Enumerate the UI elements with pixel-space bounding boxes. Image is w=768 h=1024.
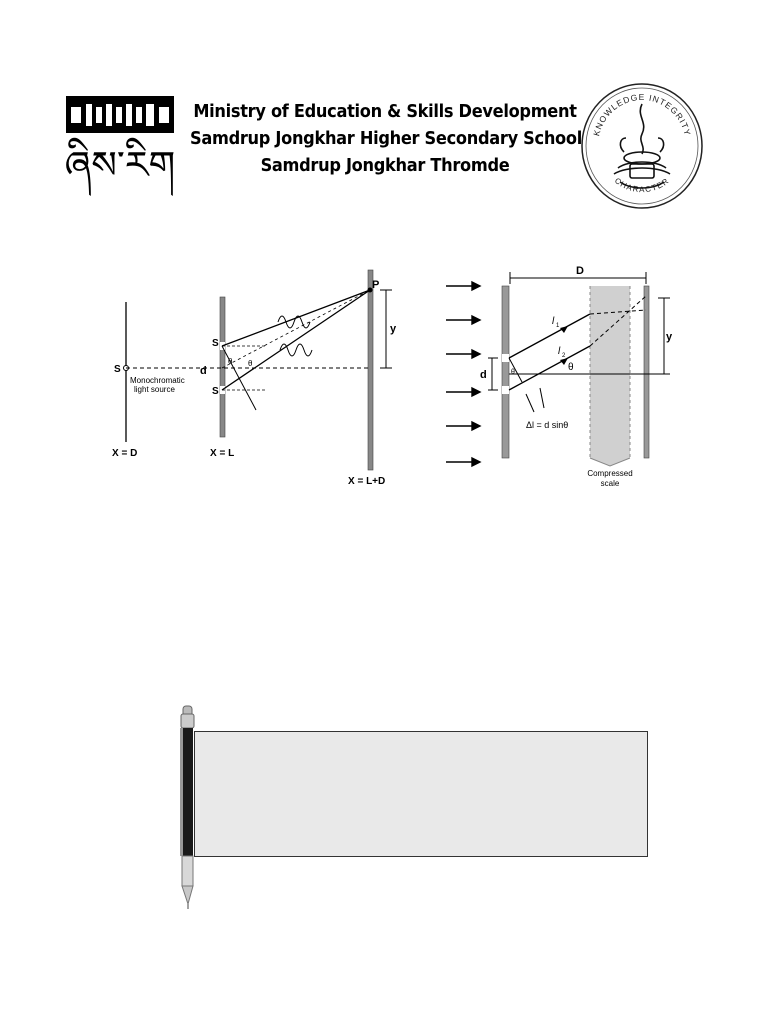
l2-sub: 2 [562,353,566,359]
pen-icon [174,704,202,910]
thromde-title: Samdrup Jongkhar Thromde [260,155,510,176]
point-label: P [372,279,380,291]
y-label-2: y [666,331,673,343]
header-titles [190,98,580,179]
ministry-title: Ministry of Education & Skills Development [193,101,577,122]
wave-1-icon [278,316,310,328]
d-label: d [200,365,207,377]
theta-slit-label: θ [511,369,515,376]
school-logo [62,92,182,210]
scale-text-2: scale [600,479,620,488]
note-box [194,731,648,857]
d-label-2: d [480,369,487,381]
source-text-2: light source [134,385,175,394]
seal-bottom-text: CHARACTER [612,176,672,195]
source-text-1: Monochromatic [130,376,185,385]
compressed-scale-region [590,286,630,458]
logo-script: ཞིས་རིག [64,145,176,187]
wave-2-icon [280,344,312,356]
theta-ray-label: θ [568,362,574,373]
l2-label: l [558,346,561,357]
school-seal [580,82,704,210]
slit-barrier-2 [502,286,509,458]
theta1-label: θ [228,357,233,366]
double-slit-diagram [100,262,420,492]
delta-eq: Δl = d sinθ [526,420,569,430]
slit2-label: S [212,386,219,397]
x-d-label: X = D [112,448,138,459]
screen [368,270,373,470]
x-l-label: X = L [210,448,235,459]
screen-2 [644,286,649,458]
l1-sub: 1 [556,323,560,329]
scale-text-1: Compressed [587,469,633,478]
y-label: y [390,323,397,335]
x-ld-label: X = L+D [348,476,386,487]
school-title: Samdrup Jongkhar Higher Secondary School [190,128,582,149]
source-label: S [114,364,121,375]
theta2-label: θ [248,359,253,368]
slit1-label: S [212,338,219,349]
path-difference-diagram [418,258,718,498]
l1-label: l [552,316,555,327]
incoming-wave-arrows-icon [446,282,480,466]
seal-top-text: KNOWLEDGE INTEGRITY [591,91,693,138]
D-label: D [576,265,584,277]
